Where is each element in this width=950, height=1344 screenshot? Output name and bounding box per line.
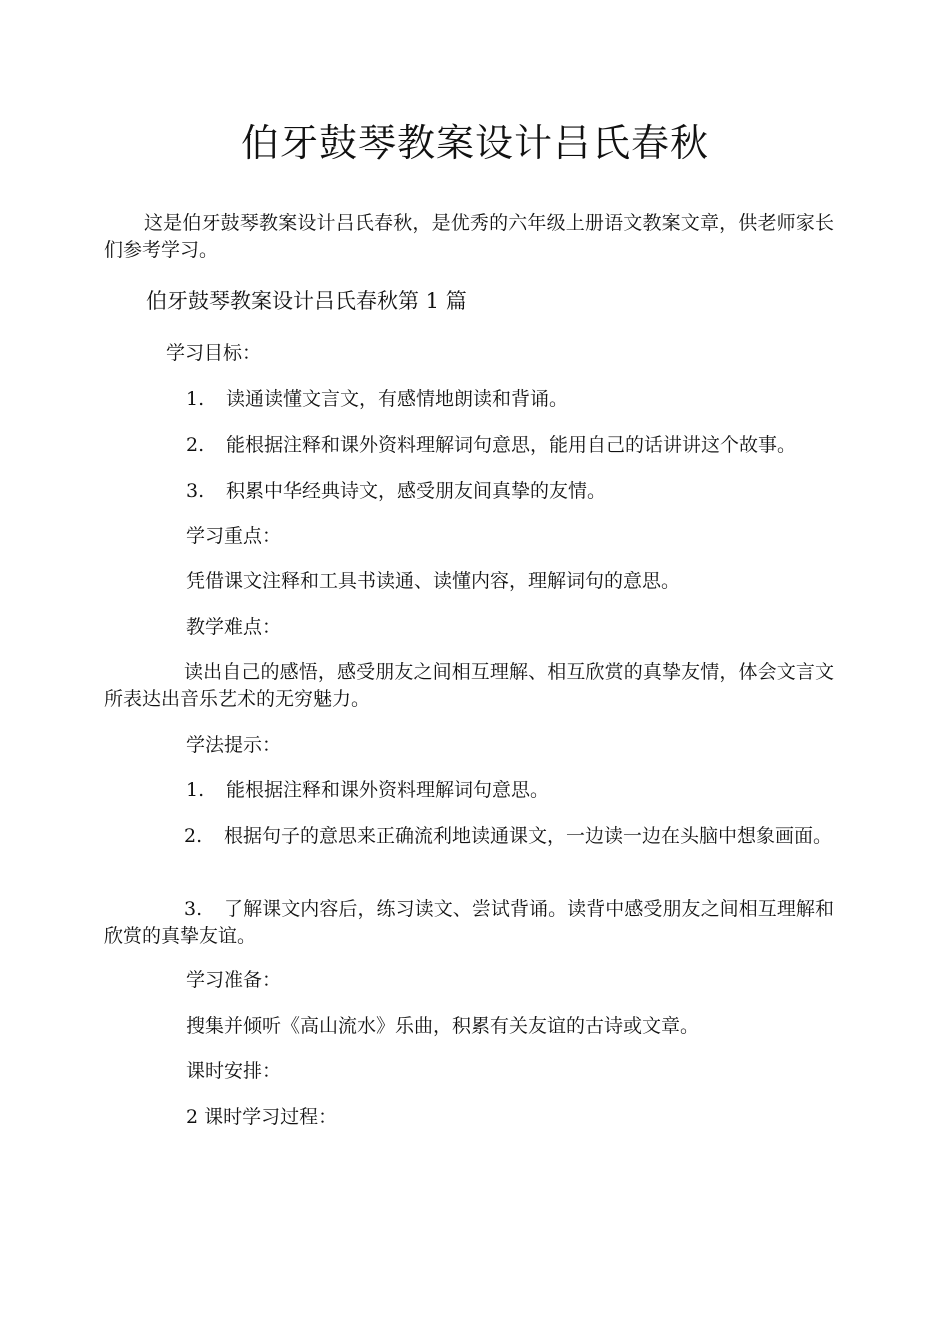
- focus-label: 学习重点：: [186, 525, 282, 547]
- method-number: 2.: [184, 825, 203, 847]
- goal-number: 2.: [186, 434, 205, 456]
- method-label: 学法提示：: [186, 734, 282, 756]
- goal-item: [186, 432, 796, 459]
- method-item: [186, 777, 549, 804]
- focus-text: 凭借课文注释和工具书读通、读懂内容，理解词句的意思。: [186, 570, 681, 592]
- section-heading: 伯牙鼓琴教案设计吕氏春秋第 1 篇: [146, 289, 467, 313]
- method-text: 能根据注释和课外资料理解词句意思。: [226, 779, 550, 801]
- goal-text: 能根据注释和课外资料理解词句意思，能用自己的话讲讲这个故事。: [226, 434, 797, 456]
- difficulty-label: 教学难点：: [186, 616, 282, 638]
- goal-item: [186, 386, 568, 413]
- document-title: 伯牙鼓琴教案设计吕氏春秋: [240, 121, 709, 165]
- method-number: 3.: [184, 898, 203, 920]
- goals-label: 学习目标：: [166, 342, 262, 364]
- schedule-label: 课时安排：: [186, 1060, 282, 1082]
- goal-item: [186, 478, 606, 505]
- method-text: 根据句子的意思来正确流利地读通课文，一边读一边在头脑中想象画面。: [224, 825, 833, 847]
- method-item: [104, 823, 834, 850]
- goal-number: 3.: [186, 480, 205, 502]
- method-number: 1.: [186, 779, 205, 801]
- goal-text: 读通读懂文言文，有感情地朗读和背诵。: [226, 388, 569, 410]
- method-item: [104, 896, 834, 950]
- intro-paragraph: 这是伯牙鼓琴教案设计吕氏春秋，是优秀的六年级上册语文教案文章，供老师家长们参考学习。: [104, 212, 834, 261]
- prep-label: 学习准备：: [186, 969, 282, 991]
- method-text: 了解课文内容后，练习读文、尝试背诵。读背中感受朋友之间相互理解和欣赏的真挚友谊。: [104, 898, 834, 947]
- goal-text: 积累中华经典诗文，感受朋友间真挚的友情。: [226, 480, 607, 502]
- schedule-text: 2 课时学习过程：: [186, 1106, 338, 1128]
- goal-number: 1.: [186, 388, 205, 410]
- difficulty-text: 读出自己的感悟，感受朋友之间相互理解、相互欣赏的真挚友情，体会文言文所表达出音乐艺术的无穷魅力。: [104, 661, 834, 710]
- prep-text: 搜集并倾听《高山流水》乐曲，积累有关友谊的古诗或文章。: [186, 1015, 700, 1037]
